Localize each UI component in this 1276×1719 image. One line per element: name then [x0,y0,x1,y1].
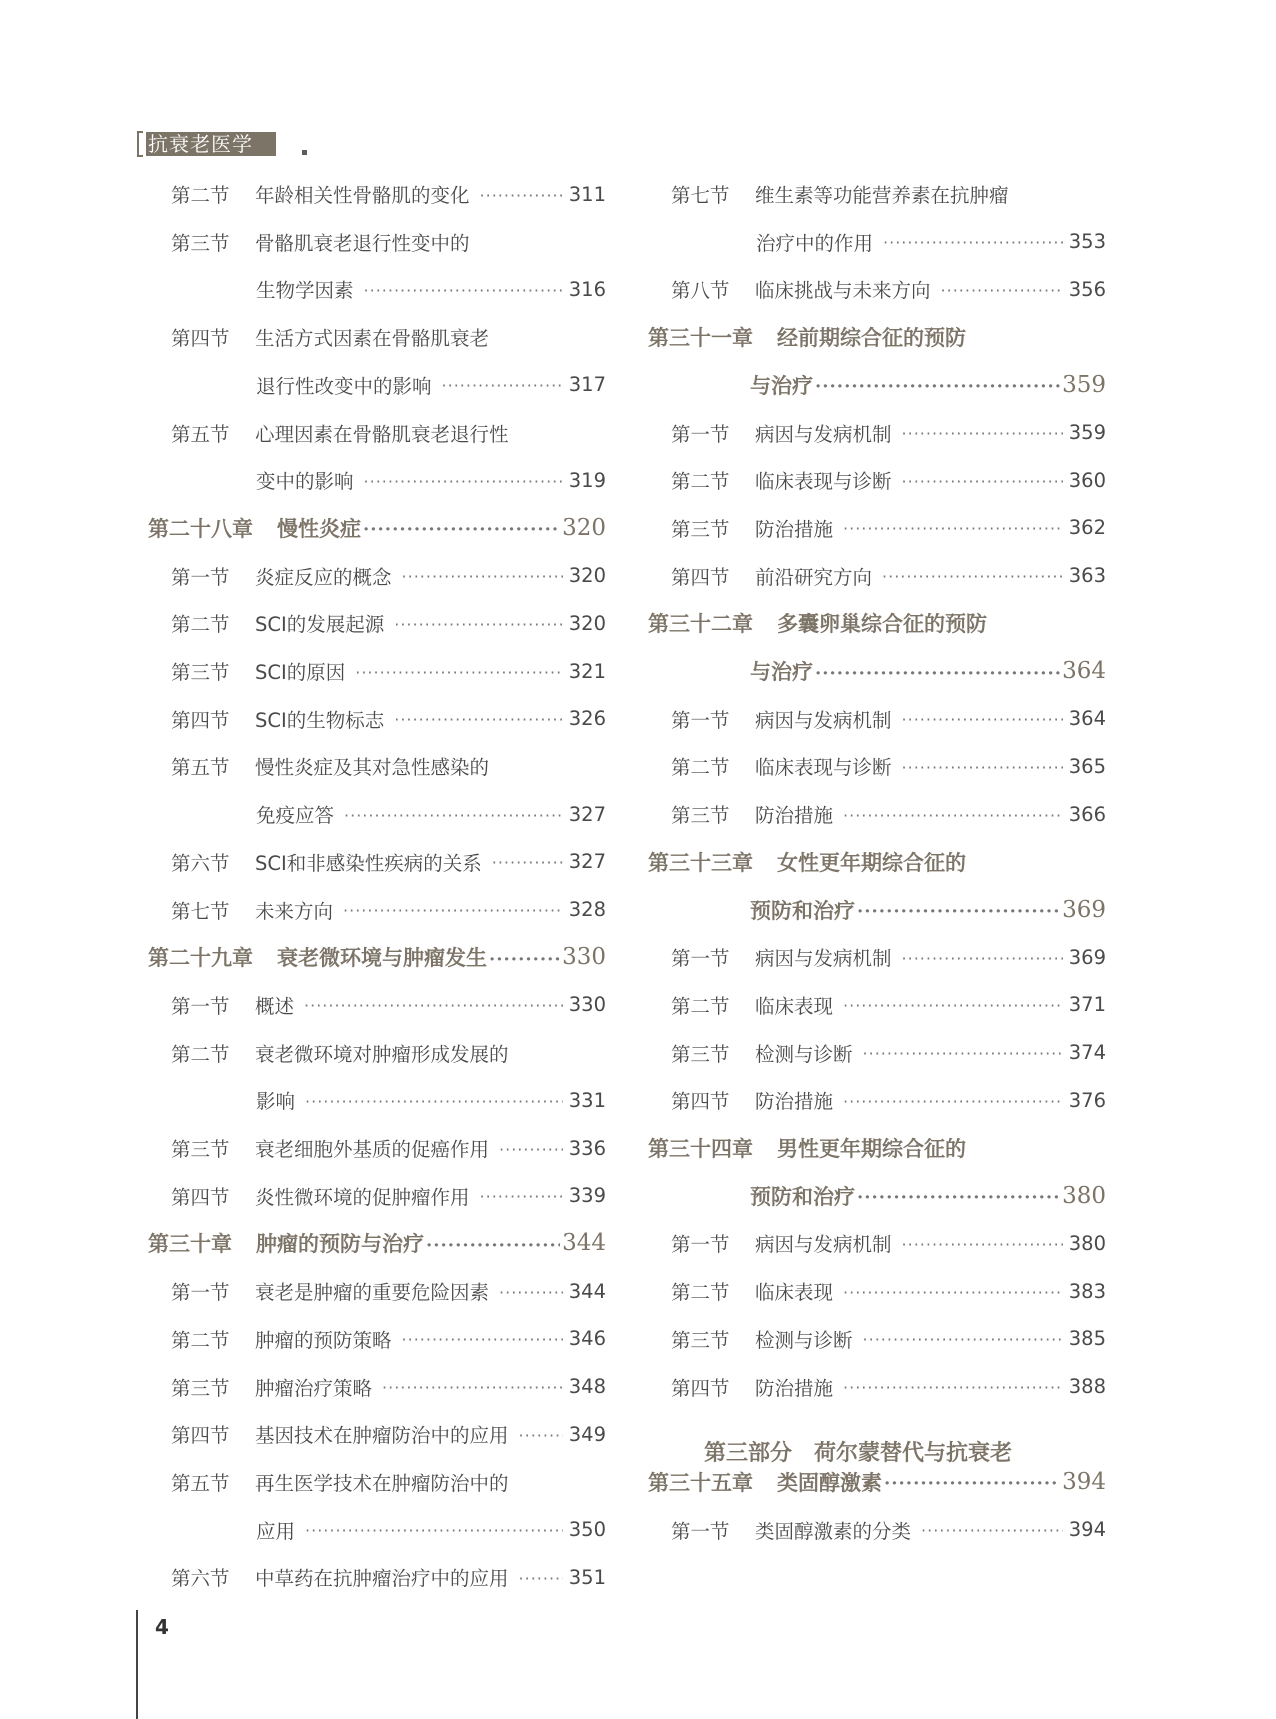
toc-chapter-entry[interactable] [750,890,1106,930]
leader-dots [857,1183,1060,1208]
page-number-ref: 327 [568,850,606,874]
chapter-number: 第三十章 [148,1231,232,1257]
page-number-ref: 330 [568,993,606,1017]
toc-chapter-entry[interactable] [750,651,1106,691]
leader-dots [902,1232,1063,1255]
section-number: 第四节 [171,327,230,351]
chapter-title-continued: 与治疗 [750,659,813,684]
page-number-ref: 350 [568,1518,606,1542]
section-number: 第四节 [671,565,730,589]
page-number-ref: 366 [1068,802,1106,826]
section-number: 第三节 [171,661,230,684]
section-title: 中草药在抗肿瘤治疗中的应用 [255,1567,509,1591]
section-title: SCI的原因 [255,661,346,684]
section-title-continued: 变中的影响 [256,470,354,494]
section-title: 再生医学技术在肿瘤防治中的 [255,1471,509,1495]
chapter-number: 第三十三章 [648,849,753,875]
section-number: 第一节 [671,1519,730,1543]
chapter-title-continued: 与治疗 [750,372,813,398]
leader-dots [843,993,1063,1016]
section-number: 第七节 [671,184,730,207]
leader-dots [902,707,1063,730]
toc-section-entry[interactable] [256,794,606,834]
leader-dots [343,898,563,921]
toc-section-entry[interactable] [671,985,1106,1025]
section-title: 病因与发病机制 [755,422,892,446]
section-number: 第一节 [671,422,730,446]
page-number-ref: 374 [1068,1041,1106,1065]
section-number: 第一节 [671,1233,730,1257]
toc-section-entry[interactable] [171,1414,606,1454]
page-number-ref: 317 [568,373,606,397]
chapter-title: 多囊卵巢综合征的预防 [777,611,987,637]
section-number: 第三节 [671,517,730,541]
leader-dots [815,372,1060,397]
section-title: 炎症反应的概念 [255,565,392,589]
section-title: 衰老微环境对肿瘤形成发展的 [255,1042,509,1066]
toc-chapter-entry[interactable] [648,1128,966,1168]
section-number: 第二节 [671,756,730,780]
leader-dots [902,755,1063,778]
page-number-ref: 356 [1068,277,1106,301]
leader-dots [863,1327,1063,1350]
section-title: 临床挑战与未来方向 [755,279,931,303]
page-number-ref: 394 [1062,1468,1106,1495]
section-number: 第三节 [671,804,730,828]
part-heading: 第三部分 荷尔蒙替代与抗衰老 [704,1440,1013,1467]
toc-section-entry[interactable] [171,746,489,786]
toc-section-entry[interactable] [171,842,606,882]
leader-dots [921,1518,1063,1541]
section-number: 第二节 [171,613,230,637]
leader-dots [882,564,1063,587]
section-title: 病因与发病机制 [755,947,892,971]
section-number: 第三节 [171,1376,230,1400]
toc-section-entry[interactable] [171,699,606,739]
toc-section-entry[interactable] [171,603,606,643]
page-number-ref: 369 [1068,945,1106,969]
section-title: 炎性微环境的促肿瘤作用 [255,1185,470,1209]
section-title: 肿瘤的预防策略 [255,1328,392,1352]
section-title: SCI的生物标志 [255,708,385,732]
toc-section-entry[interactable] [171,174,606,214]
section-title: 临床表现 [755,1281,834,1305]
section-title: 概述 [255,994,295,1018]
chapter-number: 第二十八章 [148,515,253,541]
section-title: 临床表现与诊断 [755,756,892,780]
toc-section-entry[interactable] [756,222,1106,262]
section-number: 第二节 [671,1281,730,1305]
toc-section-entry[interactable] [671,1080,1106,1120]
page-number-ref: 346 [568,1327,606,1351]
section-title: 病因与发病机制 [755,1233,892,1257]
leader-dots [863,1041,1063,1064]
leader-dots [344,803,563,826]
page-number-ref: 320 [568,611,606,635]
section-title: 病因与发病机制 [755,708,892,732]
toc-section-entry[interactable] [171,317,489,357]
section-number: 第三节 [671,1042,730,1066]
page-number-ref: 359 [1068,421,1106,444]
toc-section-entry[interactable] [671,1510,1106,1550]
leader-dots [941,278,1063,301]
book-title-label: 抗衰老医学 [146,132,276,156]
leader-dots [883,230,1063,253]
toc-section-entry[interactable] [171,556,606,596]
toc-section-entry[interactable] [671,794,1106,834]
leader-dots [843,516,1063,539]
page-number-ref: 369 [1062,896,1106,923]
section-number: 第四节 [171,1185,230,1209]
toc-section-entry[interactable] [256,1510,606,1550]
section-number: 第四节 [171,1424,230,1448]
section-number: 第一节 [671,708,730,732]
toc-chapter-entry[interactable] [750,1176,1106,1216]
toc-section-entry[interactable] [171,1462,509,1502]
page-number-ref: 383 [1068,1279,1106,1303]
chapter-number: 第三十一章 [648,325,753,351]
leader-dots [519,1423,563,1446]
toc-section-entry[interactable] [671,174,1009,214]
toc-section-entry[interactable] [671,937,1106,977]
page-number-ref: 365 [1068,754,1106,778]
toc-section-entry[interactable] [171,1033,509,1073]
chapter-number: 第三十五章 [648,1469,753,1495]
page-number-ref: 344 [562,1230,606,1257]
leader-dots [394,707,563,730]
toc-section-entry[interactable] [256,269,606,309]
page-number-ref: 331 [568,1088,606,1112]
section-title-continued: 应用 [256,1519,296,1543]
section-number: 第一节 [171,565,230,589]
leader-dots [364,278,563,301]
section-title: 肿瘤治疗策略 [255,1376,373,1400]
leader-dots [499,1280,563,1303]
section-title: 慢性炎症及其对急性感染的 [255,756,490,780]
leader-dots [305,1518,563,1541]
page-number-ref: 362 [1068,516,1106,540]
leader-dots [843,803,1063,826]
chapter-title: 男性更年期综合征的 [777,1136,966,1161]
toc-section-entry[interactable] [171,651,606,691]
section-number: 第一节 [171,994,230,1018]
section-title: 生活方式因素在骨骼肌衰老 [255,327,490,351]
section-number: 第六节 [171,1567,230,1591]
section-title: 未来方向 [255,899,334,923]
section-title: 防治措施 [755,1376,834,1400]
page-number-ref: 320 [568,564,606,588]
header-dot [302,150,307,155]
section-title: 检测与诊断 [755,1328,853,1352]
page-number-ref: 353 [1068,230,1106,254]
chapter-number: 第二十九章 [148,945,253,971]
toc-section-entry[interactable] [671,413,1106,453]
leader-dots [402,564,563,587]
section-title: SCI的发展起源 [255,613,385,637]
toc-chapter-entry[interactable] [648,842,966,882]
section-title-continued: 免疫应答 [256,804,335,828]
chapter-title: 衰老微环境与肿瘤发生 [277,945,487,971]
page-number-ref: 363 [1068,564,1106,588]
chapter-title: 经前期综合征的预防 [777,325,966,351]
header-bracket [137,131,143,157]
page-number-ref: 380 [1062,1182,1106,1209]
section-number: 第七节 [171,899,230,923]
toc-section-entry[interactable] [256,365,606,405]
leader-dots [499,1137,563,1160]
section-title: 衰老是肿瘤的重要危险因素 [255,1281,490,1305]
footer-rule [136,1610,138,1719]
page-number-ref: 388 [1068,1375,1106,1398]
section-title: 防治措施 [755,1090,834,1114]
leader-dots [364,469,563,492]
section-title: 防治措施 [755,804,834,828]
page-number-ref: 348 [568,1375,606,1398]
page-number-ref: 394 [1068,1518,1106,1542]
leader-dots [426,1231,560,1256]
chapter-title: 类固醇激素 [777,1469,882,1495]
toc-chapter-entry[interactable] [148,937,606,977]
section-number: 第二节 [671,470,730,494]
chapter-title: 女性更年期综合征的 [777,849,966,875]
section-number: 第三节 [671,1328,730,1352]
page-number-ref: 336 [568,1136,606,1160]
toc-section-entry[interactable] [671,1367,1106,1407]
section-number: 第三节 [171,1138,230,1161]
section-number: 第四节 [671,1376,730,1400]
section-title: 前沿研究方向 [755,565,873,589]
leader-dots [305,1089,563,1112]
toc-section-entry[interactable] [171,413,509,453]
section-number: 第八节 [671,279,730,303]
page-number-ref: 359 [1062,371,1106,398]
section-title-continued: 生物学因素 [256,279,354,303]
leader-dots [519,1566,563,1589]
section-number: 第二节 [171,1042,230,1066]
page-number-ref: 351 [568,1565,606,1589]
toc-section-entry[interactable] [671,1223,1106,1263]
toc-section-entry[interactable] [171,890,606,930]
page-number-ref: 364 [1068,707,1106,731]
section-title: 临床表现 [755,994,834,1018]
toc-chapter-entry[interactable] [648,317,966,357]
section-title: 衰老细胞外基质的促癌作用 [255,1138,490,1161]
toc-section-entry[interactable] [171,1176,606,1216]
section-title: 年龄相关性骨骼肌的变化 [255,184,470,207]
toc-section-entry[interactable] [671,699,1106,739]
toc-chapter-entry[interactable] [148,508,606,548]
toc-chapter-entry[interactable] [750,365,1106,405]
section-title: 临床表现与诊断 [755,470,892,494]
toc-section-entry[interactable] [256,1080,606,1120]
page-number: 4 [155,1615,169,1639]
page-number-ref: 316 [568,277,606,301]
page-number-ref: 371 [1068,993,1106,1017]
section-number: 第四节 [671,1090,730,1114]
toc-section-entry[interactable] [171,1557,606,1597]
section-title: 心理因素在骨骼肌衰老退行性 [255,422,509,446]
toc-section-entry[interactable] [671,1033,1106,1073]
chapter-number: 第三十二章 [648,611,753,637]
toc-section-entry[interactable] [171,1271,606,1311]
leader-dots [480,1184,563,1207]
section-title: 防治措施 [755,517,834,541]
chapter-title: 慢性炎症 [277,515,361,541]
leader-dots [492,850,563,873]
leader-dots [355,660,563,683]
toc-section-entry[interactable] [671,269,1106,309]
toc-chapter-entry[interactable] [648,1462,1106,1502]
toc-section-entry[interactable] [171,1367,606,1407]
section-number: 第二节 [671,994,730,1018]
section-number: 第一节 [171,1281,230,1305]
leader-dots [843,1280,1063,1303]
page-number-ref: 376 [1068,1088,1106,1112]
page-number-ref: 326 [568,707,606,731]
page-number-ref: 349 [568,1422,606,1446]
section-title: SCI和非感染性疾病的关系 [255,851,482,875]
leader-dots [304,993,563,1016]
section-title: 骨骼肌衰老退行性变中的 [255,231,470,255]
page-number-ref: 327 [568,802,606,826]
toc-chapter-entry[interactable] [648,603,987,643]
toc-section-entry[interactable] [171,222,470,262]
chapter-title-continued: 预防和治疗 [750,897,855,923]
toc-section-entry[interactable] [671,460,1106,500]
section-number: 第五节 [171,756,230,780]
leader-dots [902,469,1063,492]
leader-dots [843,1089,1063,1112]
section-title: 维生素等功能营养素在抗肿瘤 [755,184,1009,207]
section-title: 基因技术在肿瘤防治中的应用 [255,1424,509,1448]
section-number: 第五节 [171,1471,230,1495]
leader-dots [884,1469,1060,1494]
leader-dots [857,897,1060,922]
leader-dots [382,1375,563,1398]
section-number: 第二节 [171,1328,230,1352]
leader-dots [902,946,1063,969]
leader-dots [843,1375,1063,1398]
toc-section-entry[interactable] [256,460,606,500]
page-number-ref: 320 [562,514,606,541]
section-title: 检测与诊断 [755,1042,853,1066]
leader-dots [815,659,1060,684]
page-number-ref: 385 [1068,1327,1106,1351]
section-title-continued: 退行性改变中的影响 [256,374,432,398]
page-number-ref: 311 [568,182,606,206]
page-number-ref: 319 [568,468,606,492]
toc-section-entry[interactable] [171,985,606,1025]
toc-section-entry[interactable] [671,746,1106,786]
section-title-continued: 治疗中的作用 [756,231,874,255]
toc-section-entry[interactable] [171,1128,606,1168]
section-number: 第五节 [171,422,230,446]
page-number-ref: 364 [1062,658,1106,684]
leader-dots [489,945,560,970]
toc-section-entry[interactable] [671,1319,1106,1359]
page-number-ref: 360 [1068,468,1106,492]
toc-section-entry[interactable] [671,556,1106,596]
toc-section-entry[interactable] [671,508,1106,548]
leader-dots [363,515,560,540]
section-number: 第四节 [171,708,230,732]
page-number-ref: 344 [568,1279,606,1303]
leader-dots [480,183,563,206]
chapter-title-continued: 预防和治疗 [750,1183,855,1209]
leader-dots [442,373,563,396]
section-number: 第六节 [171,851,230,875]
chapter-number: 第三十四章 [648,1136,753,1161]
section-number: 第一节 [671,947,730,971]
leader-dots [402,1327,563,1350]
page-number-ref: 330 [562,944,606,971]
section-title-continued: 影响 [256,1090,296,1114]
page-number-ref: 339 [568,1184,606,1208]
section-number: 第三节 [171,231,230,255]
section-title: 类固醇激素的分类 [755,1519,912,1543]
page-number-ref: 321 [568,659,606,683]
section-number: 第二节 [171,184,230,207]
chapter-title: 肿瘤的预防与治疗 [256,1231,424,1257]
page-number-ref: 328 [568,898,606,921]
toc-chapter-entry[interactable] [148,1223,606,1263]
page-number-ref: 380 [1068,1231,1106,1255]
leader-dots [902,421,1063,444]
toc-section-entry[interactable] [671,1271,1106,1311]
leader-dots [394,612,563,635]
toc-section-entry[interactable] [171,1319,606,1359]
